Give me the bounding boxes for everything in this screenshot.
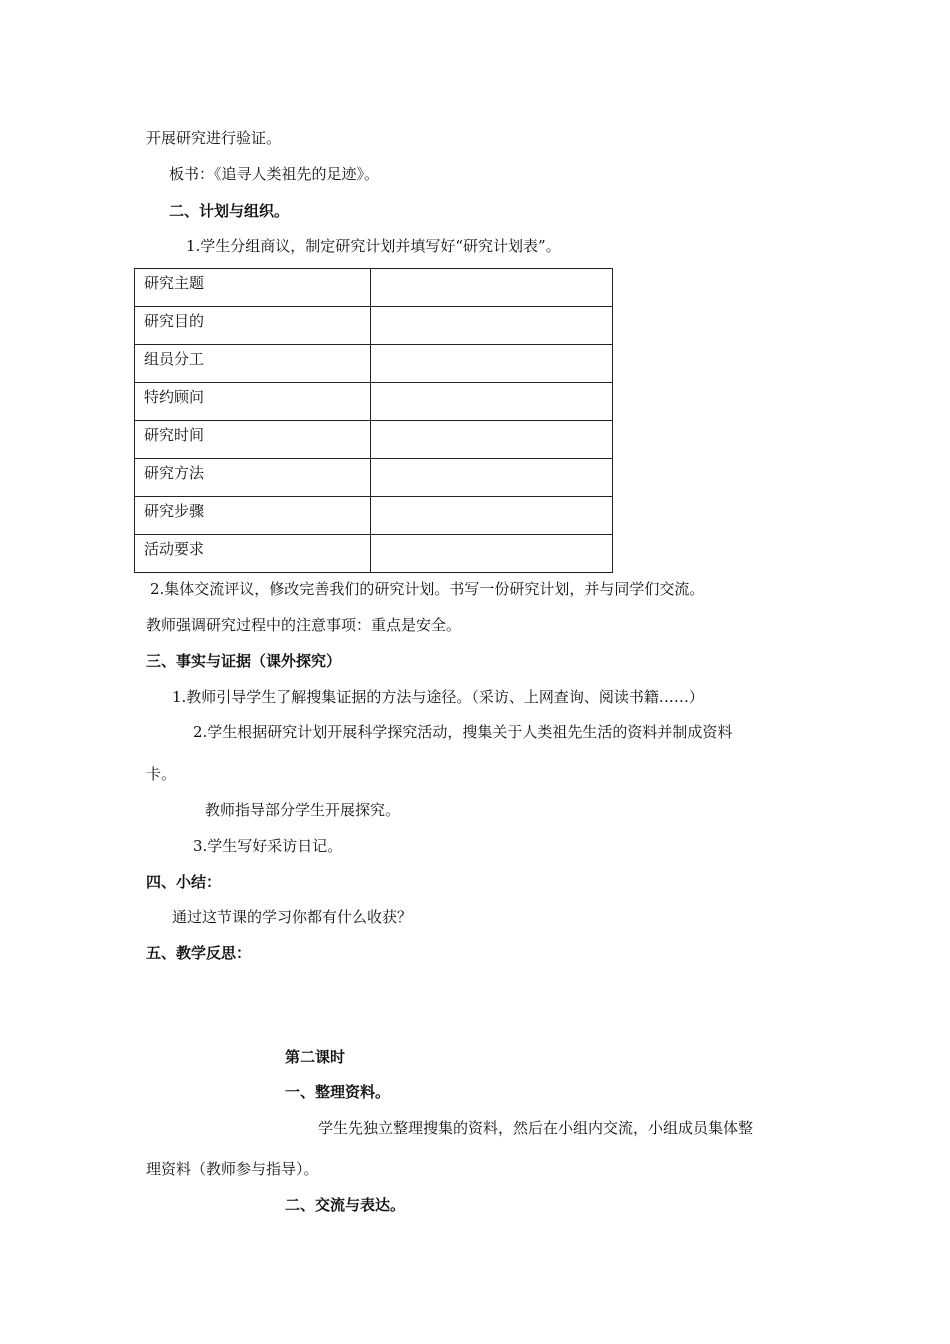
table-row xyxy=(135,421,613,459)
table-cell-empty xyxy=(371,459,613,497)
section-heading-plan: 二、计划与组织。 xyxy=(169,202,290,220)
section-heading-evidence: 三、事实与证据（课外探究） xyxy=(146,652,342,670)
table-row xyxy=(135,535,613,573)
paragraph: 1.学生分组商议，制定研究计划并填写好“研究计划表”。 xyxy=(186,237,561,255)
table-row xyxy=(135,383,613,421)
section-heading-express: 二、交流与表达。 xyxy=(285,1196,406,1214)
paragraph: 教师指导部分学生开展探究。 xyxy=(205,801,401,819)
paragraph: 3.学生写好采访日记。 xyxy=(193,837,343,855)
table-cell-empty xyxy=(371,421,613,459)
board-writing: 板书：《追寻人类祖先的足迹》。 xyxy=(169,165,380,183)
paragraph: 理资料（教师参与指导）。 xyxy=(146,1160,319,1178)
paragraph: 卡。 xyxy=(146,765,177,783)
table-row xyxy=(135,497,613,535)
paragraph: 2.集体交流评议，修改完善我们的研究计划。书写一份研究计划，并与同学们交流。 xyxy=(150,580,705,598)
paragraph: 2.学生根据研究计划开展科学探究活动，搜集关于人类祖先生活的资料并制成资料 xyxy=(193,723,733,741)
table-cell-empty xyxy=(371,497,613,535)
table-cell-empty xyxy=(371,345,613,383)
table-cell-empty xyxy=(371,535,613,573)
research-plan-table xyxy=(134,268,613,573)
table-cell-label: 研究步骤 xyxy=(135,497,371,535)
paragraph: 通过这节课的学习你都有什么收获？ xyxy=(172,908,413,926)
section-heading-summary: 四、小结： xyxy=(146,873,222,891)
table-cell-label: 研究主题 xyxy=(135,269,371,307)
section-heading-reflection: 五、教学反思： xyxy=(146,944,252,962)
paragraph: 学生先独立整理搜集的资料，然后在小组内交流，小组成员集体整 xyxy=(318,1119,754,1137)
table-cell-label: 活动要求 xyxy=(135,535,371,573)
table-cell-empty xyxy=(371,383,613,421)
table-cell-label: 研究时间 xyxy=(135,421,371,459)
paragraph: 1.教师引导学生了解搜集证据的方法与途径。（采访、上网查询、阅读书籍……） xyxy=(172,688,704,706)
table-cell-empty xyxy=(371,307,613,345)
table-row xyxy=(135,307,613,345)
table-cell-label: 特约顾问 xyxy=(135,383,371,421)
section-heading-organize: 一、整理资料。 xyxy=(285,1083,391,1101)
lesson-two-title: 第二课时 xyxy=(285,1048,346,1066)
table-cell-label: 组员分工 xyxy=(135,345,371,383)
table-cell-label: 研究目的 xyxy=(135,307,371,345)
table-row xyxy=(135,345,613,383)
table-cell-label: 研究方法 xyxy=(135,459,371,497)
table-row xyxy=(135,459,613,497)
paragraph: 开展研究进行验证。 xyxy=(146,129,282,147)
table-cell-empty xyxy=(371,269,613,307)
paragraph: 教师强调研究过程中的注意事项：重点是安全。 xyxy=(146,616,462,634)
table-row xyxy=(135,269,613,307)
